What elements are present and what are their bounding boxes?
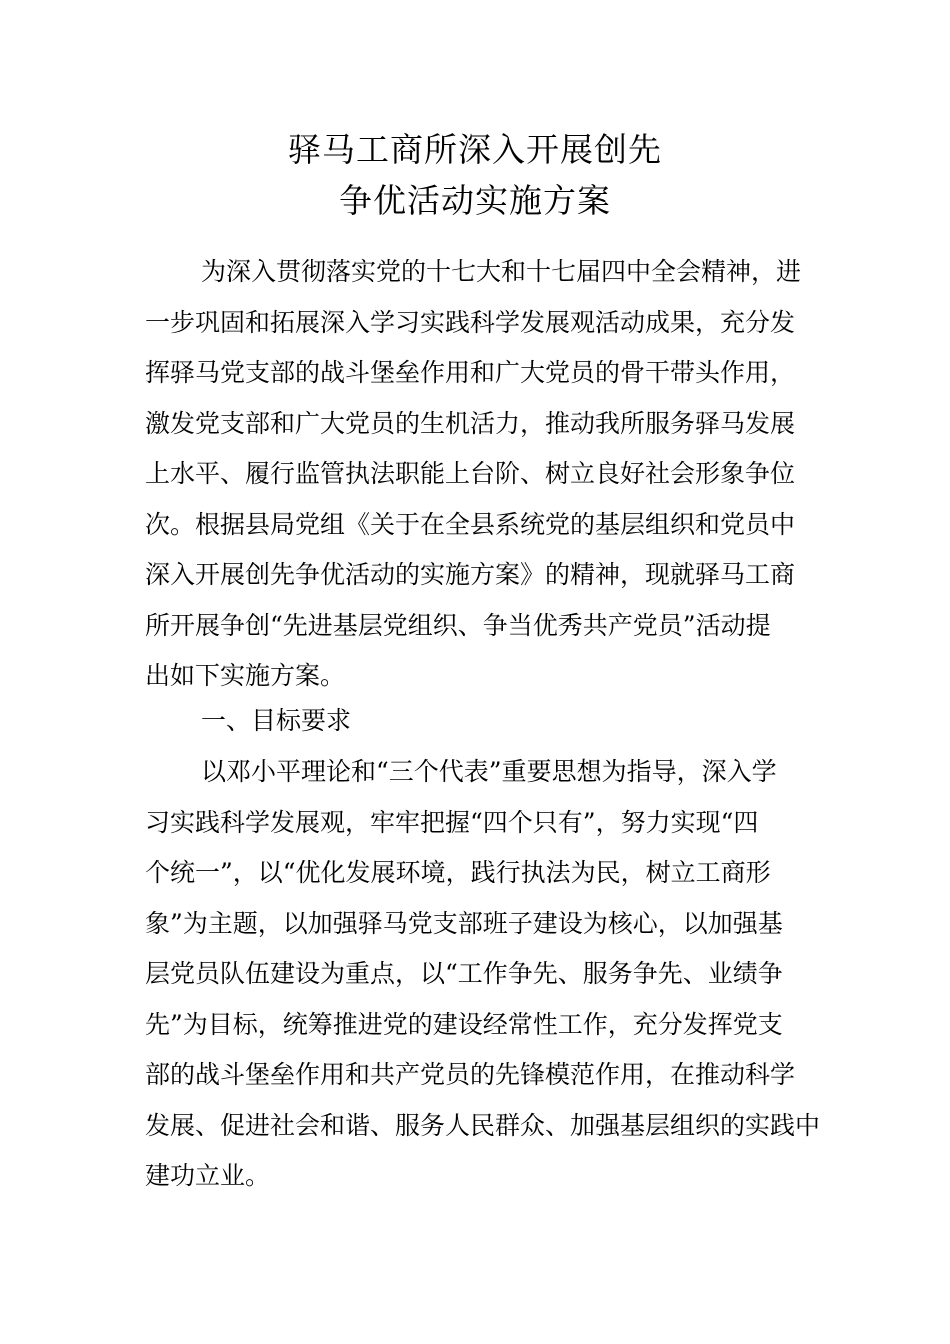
paragraph-1-line: 上水平、履行监管执法职能上台阶、树立良好社会形象争位 [145,459,796,488]
paragraph-2-line: 发展、促进社会和谐、服务人民群众、加强基层组织的实践中 [145,1111,821,1140]
paragraph-1-line: 深入开展创先争优活动的实施方案》的精神，现就驿马工商 [145,560,796,589]
paragraph-1-line: 所开展争创“先进基层党组织、争当优秀共产党员”活动提 [145,611,771,640]
paragraph-2-line: 层党员队伍建设为重点，以“工作争先、服务争先、业绩争 [145,959,783,988]
paragraph-1-line: 激发党支部和广大党员的生机活力，推动我所服务驿马发展 [145,409,796,438]
paragraph-2-line: 建功立业。 [145,1161,271,1190]
paragraph-2-line: 个统一”，以“优化发展环境，践行执法为民，树立工商形 [145,858,771,887]
paragraph-1-line: 次。根据县局党组《关于在全县系统党的基层组织和党员中 [145,510,796,539]
document-title-line-1: 驿马工商所深入开展创先 [288,130,662,169]
paragraph-1-line: 为深入贯彻落实党的十七大和十七届四中全会精神，进 [201,257,802,286]
paragraph-2-line: 以邓小平理论和“三个代表”重要思想为指导，深入学 [201,757,777,786]
paragraph-2-line: 习实践科学发展观，牢牢把握“四个只有”，努力实现“四 [145,808,759,837]
paragraph-1-line: 挥驿马党支部的战斗堡垒作用和广大党员的骨干带头作用， [145,358,796,387]
section-heading: 一、目标要求 [201,706,352,735]
paragraph-2-line: 部的战斗堡垒作用和共产党员的先锋模范作用，在推动科学 [145,1060,796,1089]
paragraph-1-line: 出如下实施方案。 [145,661,346,690]
paragraph-1-line: 一步巩固和拓展深入学习实践科学发展观活动成果，充分发 [145,308,796,337]
paragraph-2-line: 先”为目标，统筹推进党的建设经常性工作，充分发挥党支 [145,1010,783,1039]
document-title-line-2: 争优活动实施方案 [339,181,611,220]
paragraph-2-line: 象”为主题，以加强驿马党支部班子建设为核心，以加强基 [145,909,783,938]
